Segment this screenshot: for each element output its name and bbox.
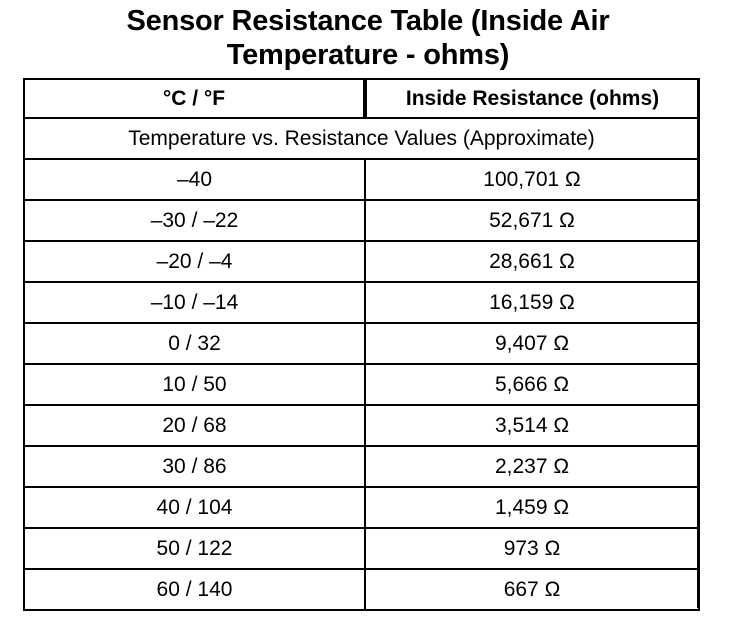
temperature-cell: –20 / –4 <box>24 241 365 282</box>
table-subheader-row <box>24 118 699 159</box>
temperature-cell: 20 / 68 <box>24 405 365 446</box>
table-subheader: Temperature vs. Resistance Values (Approximate) <box>24 118 699 159</box>
resistance-cell: 973 Ω <box>365 528 699 569</box>
table-row <box>24 364 699 405</box>
page-title-line-2: Temperature - ohms) <box>226 39 510 71</box>
temperature-cell: 50 / 122 <box>24 528 365 569</box>
table-row <box>24 200 699 241</box>
resistance-cell: 52,671 Ω <box>365 200 699 241</box>
resistance-cell: 16,159 Ω <box>365 282 699 323</box>
page-title-line-1: Sensor Resistance Table (Inside Air <box>126 5 610 37</box>
temperature-cell: –40 <box>24 159 365 200</box>
resistance-cell: 5,666 Ω <box>365 364 699 405</box>
resistance-cell: 2,237 Ω <box>365 446 699 487</box>
resistance-cell: 1,459 Ω <box>365 487 699 528</box>
table-row <box>24 569 699 610</box>
resistance-cell: 9,407 Ω <box>365 323 699 364</box>
temperature-cell: 0 / 32 <box>24 323 365 364</box>
resistance-cell: 667 Ω <box>365 569 699 610</box>
resistance-column-header: Inside Resistance (ohms) <box>365 79 699 118</box>
temperature-cell: 60 / 140 <box>24 569 365 610</box>
resistance-cell: 3,514 Ω <box>365 405 699 446</box>
resistance-cell: 100,701 Ω <box>365 159 699 200</box>
table-row <box>24 405 699 446</box>
table-row <box>24 487 699 528</box>
table-row <box>24 241 699 282</box>
temperature-column-header: °C / °F <box>24 79 365 118</box>
sensor-resistance-table <box>23 78 700 611</box>
table-row <box>24 159 699 200</box>
table-header-row <box>24 79 699 118</box>
temperature-cell: 10 / 50 <box>24 364 365 405</box>
temperature-cell: –30 / –22 <box>24 200 365 241</box>
table-right-border-shadow <box>697 80 700 608</box>
temperature-cell: 40 / 104 <box>24 487 365 528</box>
table-row <box>24 446 699 487</box>
table-row <box>24 282 699 323</box>
temperature-cell: –10 / –14 <box>24 282 365 323</box>
table-row <box>24 528 699 569</box>
table-row <box>24 323 699 364</box>
temperature-cell: 30 / 86 <box>24 446 365 487</box>
resistance-cell: 28,661 Ω <box>365 241 699 282</box>
